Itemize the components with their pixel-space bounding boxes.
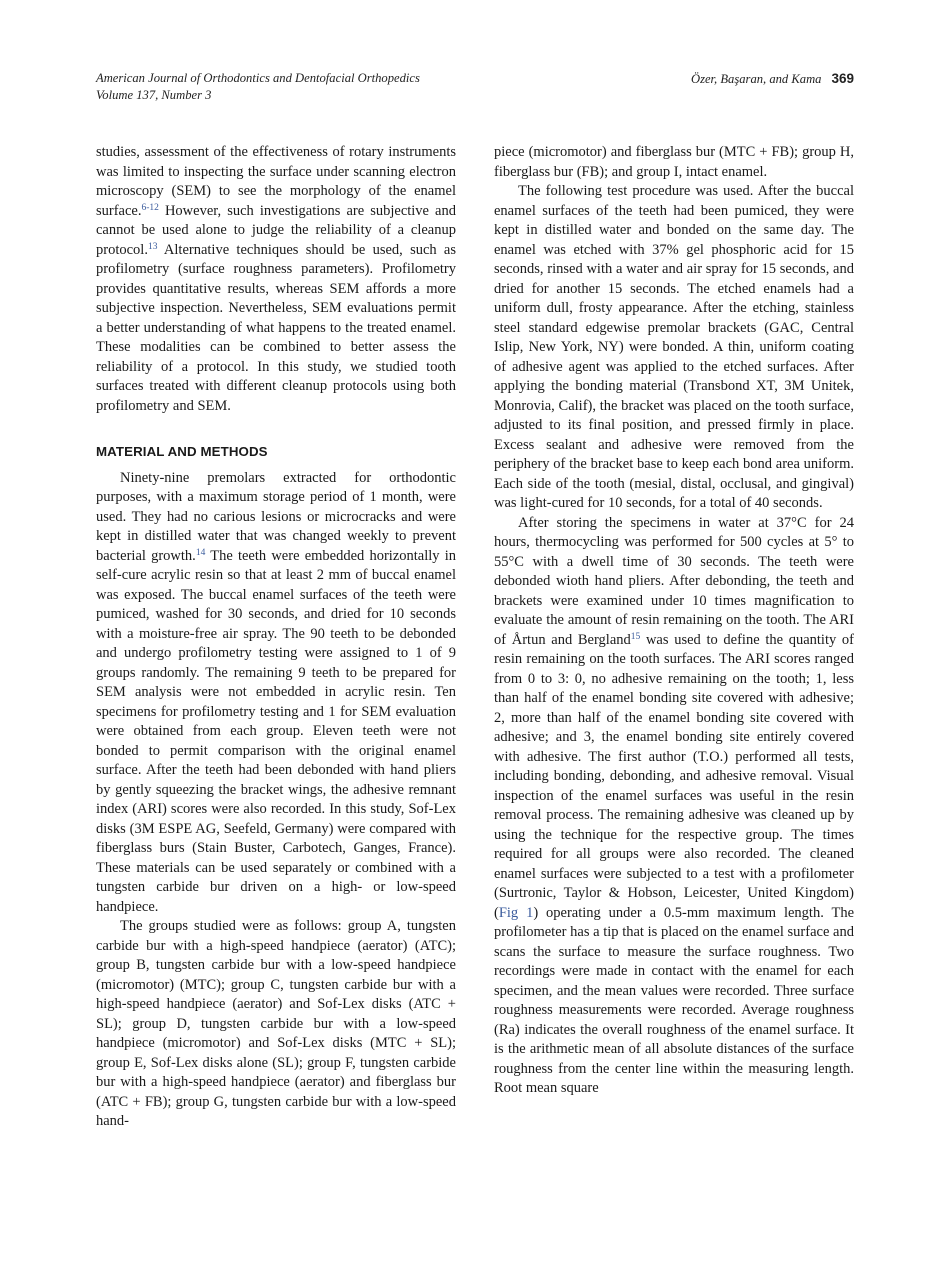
citation-14[interactable]: 14: [195, 547, 206, 558]
methods-paragraph-1: Ninety-nine premolars extracted for orthodontic purposes, with a maximum storage period of 1 month, were used. They had no carious lesions or microcracks and were kept in distilled water that was changed weekly to prevent bacterial growth.$^{14}$ The teeth were embedded horizontally in self-cure acrylic resin so that at least 2 mm of buccal enamel was exposed. The buccal enamel surfaces of the teeth were pumiced, washed for 30 seconds, and dried for 10 seconds with a moisture-free air spray. The 90 teeth to be debonded and undergo profilometry testing were assigned to 1 of 9 groups randomly. The remaining 9 teeth to be prepared for SEM analysis were not embedded in acrylic resin. Ten specimens for profilometry testing and 1 for SEM evaluation were obtained from each group. Eleven teeth were not bonded to permit comparison with the original enamel surface. After the teeth had been debonded with hand pliers by gently squeezing the bracket wings, the adhesive remnant index (ARI) scores were also recorded. In this study, Sof-Lex disks (3M ESPE AG, Seefeld, Germany) were compared with fiberglass burs (Stain Buster, Carbotech, Ganges, France). These materials can be used separately or combined with a tungsten carbide bur driven on a high- or low-speed handpiece.: [96, 469, 456, 915]
page-number: 369: [831, 71, 854, 86]
left-column: [96, 143, 456, 1132]
volume-number: Volume 137, Number 3: [96, 88, 212, 102]
running-authors: Özer, Başaran, and Kama: [690, 72, 822, 86]
section-heading-material-methods: MATERIAL AND METHODS: [96, 444, 268, 459]
debonding-paragraph: After storing the specimens in water at 37°C for 24 hours, thermocycling was performed for 500 cycles at 5° to 55°C with a dwell time of 30 seconds. The teeth were debonded wioth hand pliers. After debonding, the teeth and brackets were examined under 10 times magnification to evaluate the amount of resin remaining on the tooth. The ARI of Årtun and Bergland$^{15}$ was used to define the quantity of resin remaining on the tooth surfaces. The ARI scores ranged from 0 to 3: 0, no adhesive remaining on the tooth; 1, less than half of the enamel bonding site covered with adhesive; 2, more than half of the enamel bonding site covered with adhesive; and 3, the enamel bonding site entirely covered with adhesive. The first author (T.O.) performed all tests, including bonding, debonding, and adhesive removal. Visual inspection of the enamel surfaces was useful in the resin removal process. The remaining adhesive was cleaned up by using the technique for the respective group. The times required for all groups were also recorded. The cleaned enamel surfaces were subjected to a test with a profilometer (Surtronic, Taylor & Hobson, Leicester, United Kingdom) (Fig 1) operating under a 0.5-mm maximum length. The profilometer has a tip that is placed on the enamel surface and scans the surface to measure the surface roughness. Two recordings were made in contact with the enamel for each specimen, and the mean values were recorded. Three surface roughness measurements were recorded. Average roughness (Ra) indicates the overall roughness of the enamel surface. It is the arithmetic mean of all absolute distances of the surface roughness from the center line within the measuring length. Root mean square: [494, 514, 855, 1096]
figure-1-link[interactable]: Fig 1: [498, 904, 534, 921]
running-header-left: [96, 70, 420, 104]
test-procedure-paragraph: The following test procedure was used. After the buccal enamel surfaces of the teeth had been pumiced, they were kept in distilled water and bonded on the same day. The enamel was etched with 37% gel phosphoric acid for 15 seconds, rinsed with a water and air spray for 15 seconds, and dried for another 15 seconds. The etched enamels had a uniform dull, frosty appearance. After the etching, stainless steel standard edgewise premolar brackets (GAC, Central Islip, New York, NY) were bonded. A thin, uniform coating of adhesive agent was applied to the etched surfaces. After applying the bonding material (Transbond XT, 3M Unitek, Monrovia, Calif), the bracket was placed on the tooth surface, adjusted to its final position, and pressed firmly in place. Excess sealant and adhesive were removed from the periphery of the bracket base to keep each bond area uniform. Each side of the tooth (mesial, distal, occlusal, and gingival) was light-cured for 10 seconds, for a total of 40 seconds.: [494, 183, 854, 511]
citation-6-12[interactable]: 6-12: [141, 202, 159, 213]
intro-paragraph-continued: studies, assessment of the effectiveness of rotary instruments was limited to inspecting the surface under scanning electron microscopy (SEM) to see the morphology of the enamel surface.$^{6-12}$ However, such investigations are subjective and cannot be used alone to judge the reliability of a cleanup protocol.$^{13}$ Alternative techniques should be used, such as profilometry (surface roughness parameters). Profilometry provides quantitative results, whereas SEM affords a more subjective inspection. Nevertheless, SEM evaluations permit a better understanding of what happens to the treated enamel. These modalities can be combined to better assess the reliability of a protocol. In this study, we studied tooth surfaces treated with different cleanup protocols using both profilometry and SEM.: [96, 144, 456, 414]
groups-paragraph-continued: piece (micromotor) and fiberglass bur (MTC + FB); group H, fiberglass bur (FB); and group I, intact enamel.: [494, 144, 854, 180]
journal-title: American Journal of Orthodontics and Dentofacial Orthopedics: [96, 71, 420, 85]
right-column: [494, 143, 854, 1099]
methods-paragraph-groups: The groups studied were as follows: group A, tungsten carbide bur with a high-speed handpiece (aerator) (ATC); group B, tungsten carbide bur with a low-speed handpiece (micromotor) (MTC); group C, tungsten carbide bur with a high-speed handpiece (aerator) and Sof-Lex disks (ATC + SL); group D, tungsten carbide bur with a low-speed handpiece (micromotor) and Sof-Lex disks (MTC + SL); group E, Sof-Lex disks alone (SL); group F, tungsten carbide bur with a high-speed handpiece (aerator) and fiberglass bur (ATC + FB); group G, tungsten carbide bur with a low-speed hand-: [96, 918, 456, 1129]
citation-15[interactable]: 15: [630, 631, 641, 642]
running-header-right: [691, 70, 854, 88]
citation-13[interactable]: 13: [147, 241, 158, 252]
